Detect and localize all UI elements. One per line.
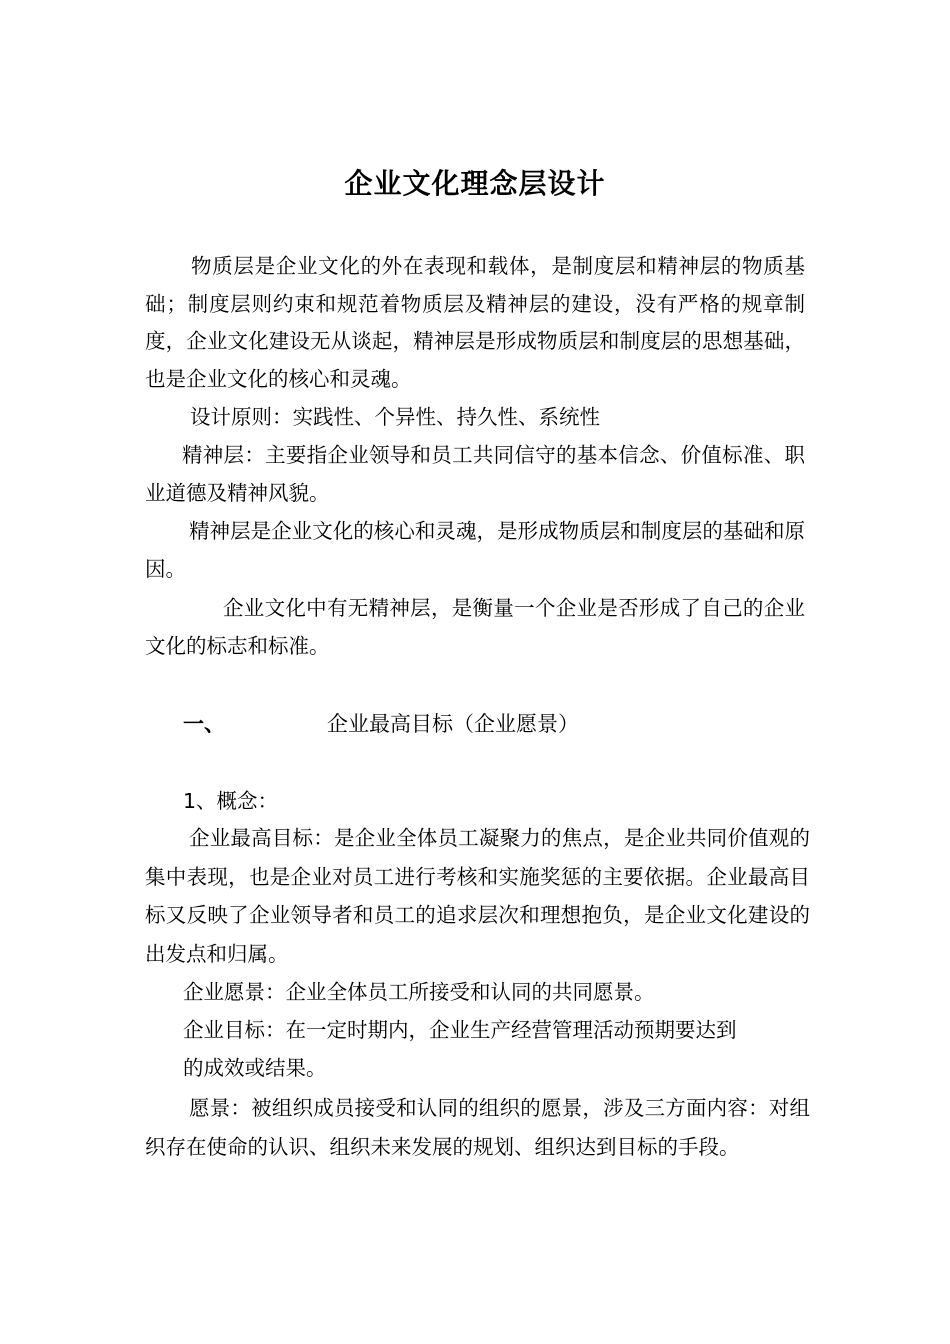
section-heading: 企业最高目标（企业愿景）: [327, 712, 579, 736]
corporate-goal-definition-line-1: 企业目标：在一定时期内，企业生产经营管理活动预期要达到: [183, 1018, 737, 1042]
spiritual-layer-definition: 精神层：主要指企业领导和员工共同信守的基本信念、价值标准、职业道德及精神风貌。: [145, 443, 805, 505]
design-principles-paragraph: 设计原则：实践性、个异性、持久性、系统性: [190, 405, 600, 429]
spiritual-layer-core-paragraph: 精神层是企业文化的核心和灵魂，是形成物质层和制度层的基础和原因。: [145, 519, 805, 581]
vision-definition-paragraph: 愿景：被组织成员接受和认同的组织的愿景，涉及三方面内容：对组织存在使命的认识、组织未来发展的规划、组织达到目标的手段。: [145, 1096, 810, 1159]
corporate-goal-definition-line-2: 的成效或结果。: [183, 1056, 327, 1080]
document-title: 企业文化理念层设计: [344, 167, 606, 200]
concept-subheading: 1、概念：: [183, 789, 279, 813]
intro-paragraph-1: 物质层是企业文化的外在表现和载体，是制度层和精神层的物质基础；制度层则约束和规范着物质层及精神层的建设，没有严格的规章制度，企业文化建设无从谈起，精神层是形成物质层和制度层的思想基础，也是企业文化的核心和灵魂。: [145, 254, 805, 391]
corporate-vision-definition: 企业愿景：企业全体员工所接受和认同的共同愿景。: [183, 980, 655, 1004]
highest-goal-paragraph: 企业最高目标：是企业全体员工凝聚力的焦点，是企业共同价值观的集中表现，也是企业对员工进行考核和实施奖惩的主要依据。企业最高目标又反映了企业领导者和员工的追求层次和理想抱负，是企业文化建设的出发点和归属。: [145, 826, 810, 966]
spiritual-layer-standard-paragraph: 企业文化中有无精神层，是衡量一个企业是否形成了自己的企业文化的标志和标准。: [145, 596, 805, 658]
section-number: 一、: [183, 712, 225, 736]
